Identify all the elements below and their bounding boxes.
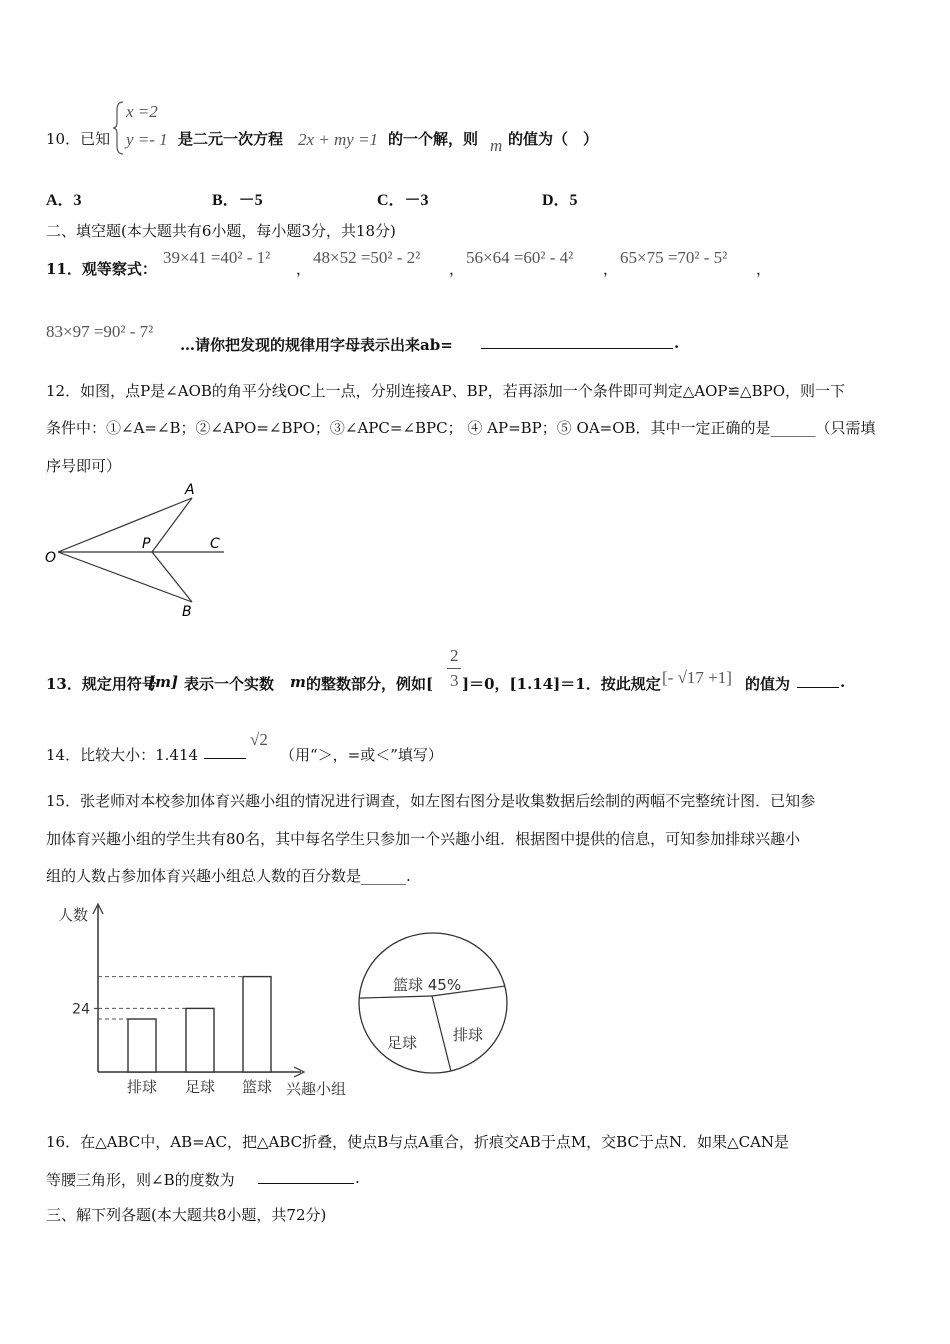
pie-outline — [359, 933, 507, 1073]
q11-end: . — [674, 334, 680, 352]
bar-chart-ylabel: 人数 — [58, 906, 89, 924]
q11-eq1: 39×41 =40² - 1² — [163, 248, 271, 267]
q13-m: m — [290, 673, 306, 691]
q13-frac-denominator: 3 — [450, 671, 459, 690]
q11-sep4: ， — [756, 260, 772, 278]
q10-system-line2: y =- 1 — [126, 130, 168, 149]
q10-option-c: C．－3 — [377, 192, 429, 209]
q15-line2: 加体育兴趣小组的学生共有80名，其中每名学生只参加一个兴趣小组．根据图中提供的信息，可知参加排球兴趣小 — [46, 830, 801, 848]
q12-geometry-figure — [44, 480, 226, 620]
q10-system-line1: x =2 — [126, 102, 158, 121]
pie-slice-label: 篮球 45% — [393, 976, 462, 994]
q14-number: 14．比较大小：1.414 — [46, 746, 199, 764]
q12-line1: 12．如图，点P是∠AOB的角平分线OC上一点，分别连接AP、BP，若再添加一个条件即可判定△AOP≌△BPO，则一下 — [46, 382, 845, 400]
bar-篮球 — [243, 977, 271, 1072]
q10-mid-text: 是二元一次方程 — [178, 130, 284, 148]
pie-chart — [355, 930, 515, 1080]
label-a: A — [185, 482, 195, 498]
q11-tail-text: …请你把发现的规律用字母表示出来ab= — [180, 336, 453, 354]
q10-option-a: A．3 — [46, 192, 82, 209]
q13-expression: [- √17 +1] — [662, 668, 732, 687]
q11-number: 11．观等察式： — [46, 260, 157, 278]
q13-fraction-bar — [447, 668, 461, 669]
label-p: P — [142, 536, 151, 552]
q12-line2: 条件中：①∠A=∠B；②∠APO=∠BPO；③∠APC=∠BPC； ④ AP=BP；⑤ OA=OB．其中一定正确的是______（只需填 — [46, 419, 876, 437]
q16-line2: 等腰三角形，则∠B的度数为 — [46, 1171, 235, 1189]
q13-text1: 表示一个实数 — [184, 675, 275, 693]
q15-line1: 15．张老师对本校参加体育兴趣小组的情况进行调查，如左图右图分是收集数据后绘制的两幅不完整统计图．已知参 — [46, 792, 816, 810]
pie-slice-boundary — [359, 996, 432, 998]
q10-end-text: 的值为（ ） — [508, 130, 599, 148]
q11-sep3: ， — [603, 260, 619, 278]
q13-bracket-m: [m] — [148, 673, 179, 691]
label-b: B — [182, 604, 192, 620]
bar-category-label: 足球 — [184, 1078, 216, 1096]
q10-tail-text: 的一个解，则 — [388, 130, 479, 148]
q10-var-m: m — [490, 136, 503, 155]
q11-eq2: 48×52 =50² - 2² — [313, 248, 421, 267]
q11-eq4: 65×75 =70² - 5² — [620, 248, 728, 267]
q13-frac-numerator: 2 — [450, 646, 459, 665]
section2-heading: 二、填空题(本大题共有6小题，每小题3分，共18分) — [46, 222, 396, 240]
q11-sep1: ， — [296, 260, 312, 278]
bar-chart — [46, 900, 366, 1100]
label-c: C — [210, 536, 220, 552]
q15-line3: 组的人数占参加体育兴趣小组总人数的百分数是______. — [46, 867, 411, 885]
q12-line3: 序号即可） — [46, 457, 122, 475]
q10-option-b: B．－5 — [212, 192, 263, 209]
q13-end: . — [840, 673, 846, 691]
y-tick-label: 24 — [72, 1001, 90, 1018]
q13-tail: 的值为 — [745, 675, 791, 693]
q10-number: 10．已知 — [46, 130, 111, 148]
q13-answer-blank[interactable] — [797, 673, 839, 688]
q16-answer-blank[interactable] — [258, 1169, 354, 1184]
q13-text3: ]＝0，[1.14]＝1．按此规定 — [462, 675, 661, 693]
bar-chart-xlabel: 兴趣小组 — [286, 1080, 347, 1098]
q10-equation: 2x + my =1 — [298, 130, 379, 149]
bar-足球 — [186, 1008, 214, 1072]
q14-sqrt: √2 — [250, 730, 268, 749]
q13-text2: 的整数部分，例如[ — [306, 675, 434, 693]
bar-category-label: 篮球 — [241, 1078, 273, 1096]
q11-eq5: 83×97 =90² - 7² — [46, 322, 154, 341]
pie-slice-label: 排球 — [453, 1026, 484, 1044]
q11-eq3: 56×64 =60² - 4² — [466, 248, 574, 267]
q13-number: 13．规定用符号 — [46, 675, 157, 693]
q10-option-d: D．5 — [542, 192, 578, 209]
q16-end: . — [355, 1169, 360, 1187]
brace-icon — [112, 100, 126, 156]
q14-answer-blank[interactable] — [204, 744, 246, 759]
q16-line1: 16．在△ABC中，AB=AC，把△ABC折叠，使点B与点A重合，折痕交AB于点M，交BC于点N．如果△CAN是 — [46, 1133, 790, 1151]
pie-slice-boundary — [432, 996, 451, 1071]
q14-tail: （用“＞，=或＜”填写） — [280, 746, 443, 764]
q11-sep2: ， — [449, 260, 465, 278]
section3-heading: 三、解下列各题(本大题共8小题，共72分) — [46, 1206, 327, 1224]
label-o: O — [45, 550, 57, 566]
bar-category-label: 排球 — [126, 1078, 158, 1096]
bar-排球 — [128, 1019, 156, 1072]
pie-slice-label: 足球 — [387, 1034, 418, 1052]
q11-answer-blank[interactable] — [481, 334, 673, 349]
